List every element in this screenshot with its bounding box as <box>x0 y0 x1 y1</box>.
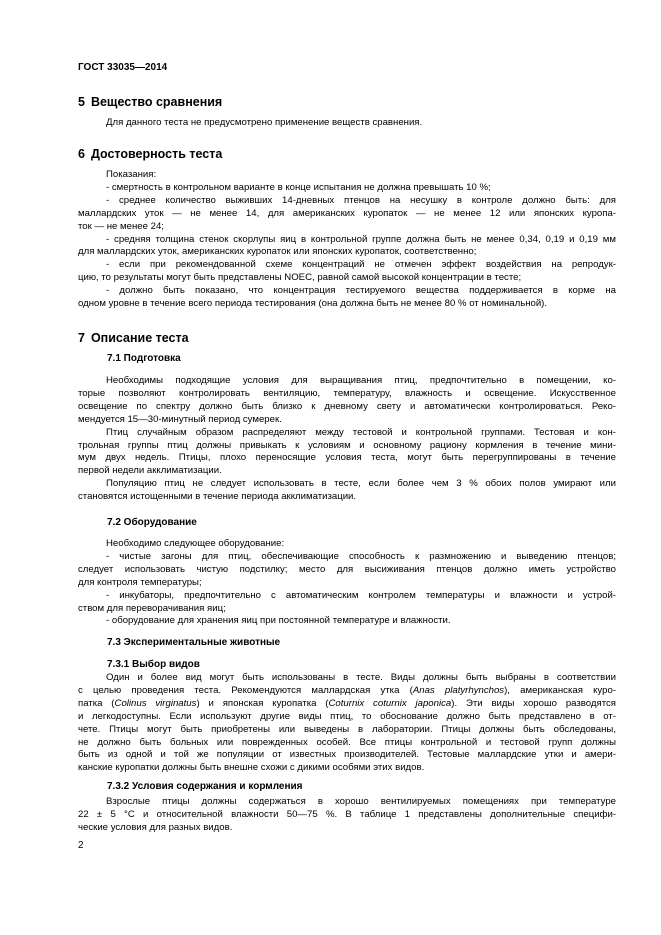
text-line: с целью проведения теста. Рекомендуются маллардская утка (Anas platyrhynchos), американская куро- <box>78 684 616 696</box>
text-line: следует использовать чистую подстилку; место для высиживания птенцов должно иметь устройство <box>78 563 616 575</box>
text-line: одном уровне в течение всего периода тестирования (она должна быть не менее 80 % от номинальной). <box>78 298 548 310</box>
text-line: - смертность в контрольном варианте в конце испытания не должна превышать 10 %; <box>106 181 491 193</box>
subsection-7-3-heading: 7.3 Экспериментальные животные <box>107 637 281 648</box>
text-line: ческие условия для разных видов. <box>78 821 233 833</box>
section-title: Достоверность теста <box>90 147 223 161</box>
text-line: трольная группы птиц должны привыкать к условиям и основному рациону кормления в течение мини- <box>78 439 616 451</box>
text-line: становятся истощенными в течение периода акклиматизации. <box>78 491 357 503</box>
text-line: - если при рекомендованной схеме концентраций не отмечен эффект воздействия на репродук- <box>106 259 616 271</box>
text-line: - чистые загоны для птиц, обеспечивающие способность к размножению и выведению птенцов; <box>106 550 616 562</box>
text-line: - средняя толщина стенок скорлупы яиц в контрольной группе должна быть не менее 0,34, 0,19 и 0,19 мм <box>106 233 616 245</box>
section-title: Описание теста <box>90 331 189 345</box>
section-number: 7 <box>78 331 85 345</box>
subsection-7-3-1-heading: 7.3.1 Выбор видов <box>107 659 200 670</box>
section-number: 5 <box>78 95 85 109</box>
subsection-7-1-heading: 7.1 Подготовка <box>107 353 181 364</box>
section-number: 6 <box>78 147 85 161</box>
text-line: не должно быть больных или поврежденных особей. Все птицы контрольной и тестовой групп должны <box>78 736 616 748</box>
text-line: Показания: <box>106 169 157 180</box>
subsection-7-2-text <box>78 538 616 628</box>
page-number: 2 <box>78 840 84 851</box>
subsection-7-3-1-text <box>78 672 616 775</box>
text-line: ток — не менее 24; <box>78 220 164 232</box>
text-line: чете. Птицы могут быть приобретены или выведены в лаборатории. Птицы должны быть обследованы, <box>78 723 616 735</box>
text-line: освещение по спектру должно быть близко к дневному свету и автоматически контролироваться. Реко- <box>78 400 616 412</box>
text-line: - среднее количество выживших 14-дневных птенцов на несушку в контроле должно быть: для <box>106 194 616 206</box>
text-line: Птиц случайным образом распределяют между тестовой и контрольной группами. Тестовая и кон- <box>106 426 616 438</box>
text-line: мендуется 15—30-минутный период сумерек. <box>78 413 282 425</box>
text-line: цию, то результаты могут быть представлены NOEC, равной самой высокой концентрации в тесте; <box>78 272 522 284</box>
text-line: ством для переворачивания яиц; <box>78 602 226 614</box>
text-line: - оборудование для хранения яиц при постоянной температуре и влажности. <box>106 615 451 627</box>
text-line: Популяцию птиц не следует использовать в тесте, если более чем 3 % обоих полов умирают или <box>106 478 616 490</box>
section-6-text <box>78 169 616 311</box>
section-5-text <box>78 117 616 130</box>
text-line: - должно быть показано, что концентрация тестируемого вещества поддерживается в корме на <box>106 285 616 297</box>
text-line: Необходимы подходящие условия для выращивания птиц, предпочтительно в помещении, ко- <box>106 375 616 386</box>
text-line: мум двух недель. Птицы, плохо переносящие условия теста, могут быть перегруппированы в течение <box>78 452 616 464</box>
text-line: для маллардских уток, американских куропаток или японских куропаток, соответственно; <box>78 246 477 258</box>
subsection-7-3-2-heading: 7.3.2 Условия содержания и кормления <box>107 781 303 792</box>
text-line: торые позволяют контролировать вентиляцию, температуру, влажность и освещение. Искусственное <box>78 387 616 399</box>
text-line: для контроля температуры; <box>78 576 202 588</box>
subsection-7-2-heading: 7.2 Оборудование <box>107 517 197 528</box>
text-line: маллардских уток — не менее 14, для американских куропаток — не менее 12 или японских куропа- <box>78 207 616 219</box>
subsection-7-1-text <box>78 375 616 504</box>
text-line: патка (Colinus virginatus) и японская куропатка (Coturnix coturnix japonica). Эти виды хорошо разводятся <box>78 697 616 709</box>
text-line: Взрослые птицы должны содержаться в хорошо вентилируемых помещениях при температуре <box>106 796 616 807</box>
text-line: Необходимо следующее оборудование: <box>106 538 285 549</box>
text-line: канские куропатки должны быть внешне схожи с дикими особями этих видов. <box>78 762 425 774</box>
text-line: и легкодоступны. Если используют другие виды птиц, то обоснование должно быть представлено в от- <box>78 710 616 722</box>
section-title: Вещество сравнения <box>90 95 223 109</box>
section-7-heading <box>78 330 616 346</box>
subsection-7-3-2-text <box>78 796 616 835</box>
text-line: - инкубаторы, предпочтительно с автоматическим контролем температуры и влажности и устрой- <box>106 589 616 601</box>
text-line: 22 ± 5 °С и относительной влажности 50—75 %. В таблице 1 представлены дополнительные специфи- <box>78 808 616 820</box>
text-line: Для данного теста не предусмотрено применение веществ сравнения. <box>106 117 423 128</box>
document-header: ГОСТ 33035—2014 <box>78 62 168 73</box>
section-6-heading <box>78 146 616 162</box>
text-line: быть из одной и той же популяции от известных производителей. Тестовые маллардские утки и амери- <box>78 749 616 761</box>
text-line: Один и более вид могут быть использованы в тесте. Виды должны быть выбраны в соответствии <box>106 672 616 683</box>
text-line: первой недели акклиматизации. <box>78 465 222 477</box>
section-5-heading <box>78 94 616 110</box>
